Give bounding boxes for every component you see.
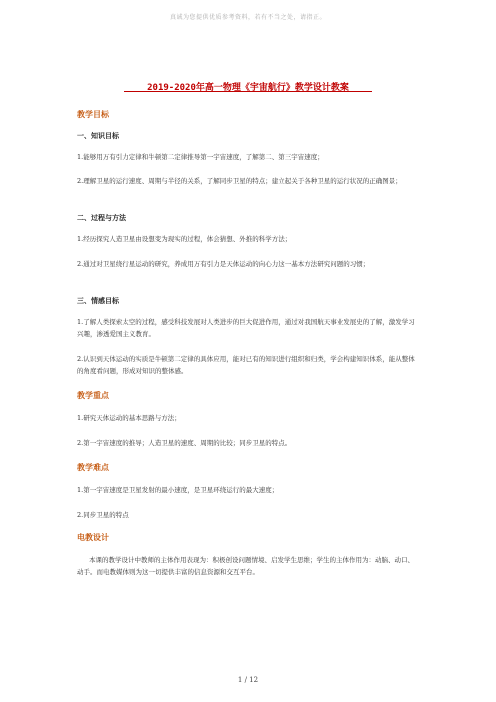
paragraph: 1.第一宇宙速度是卫星发射的最小速度，是卫星环绕运行的最大速度； (77, 486, 279, 494)
title-underline (124, 91, 372, 92)
document-title: 2019-2020年高一物理《宇宙航行》教学设计教案 (147, 83, 349, 93)
paragraph: 2.理解卫星的运行速度、周期与半径的关系，了解同步卫星的特点；建立起关于各种卫星的运行状况的正确图景； (77, 177, 402, 185)
paragraph: 2.认识到天体运动的实质是牛顿第二定律的具体应用，能对已有的知识进行组织和归类，学会构建知识体系，能从整体的角度看问题，形成对知识的整体感。 (77, 355, 415, 375)
paragraph: 本课的教学设计中教师的主体作用表现为：积极创设问题情境、启发学生思维；学生的主体作用为：动脑、动口、动手。而电教媒体则为这一切提供丰富的信息资源和交互平台。 (77, 556, 414, 576)
header-note: 真诚为您提供优质参考资料，若有不当之处，请指正。 (169, 14, 326, 21)
paragraph: 2.通过对卫星绕行星运动的研究，养成用万有引力是天体运动的向心力这一基本方法研究问题的习惯； (77, 260, 370, 268)
paragraph: 1.研究天体运动的基本思路与方法； (77, 414, 181, 422)
paragraph: 1.能够用万有引力定律和牛顿第二定律推导第一宇宙速度，了解第二、第三宇宙速度； (77, 153, 324, 161)
paragraph: 2.同步卫星的特点 (77, 511, 129, 519)
section-heading-media: 电教设计 (77, 533, 109, 542)
subheading-process: 二、过程与方法 (77, 214, 126, 222)
paragraph: 1.经历探究人造卫星由设想变为现实的过程，体会猜想、外推的科学方法； (77, 235, 292, 243)
subheading-knowledge: 一、知识目标 (77, 132, 119, 140)
paragraph: 2.第一宇宙速度的推导；人造卫星的速度、周期的比较；同步卫星的特点。 (77, 439, 292, 447)
paragraph: 1.了解人类探索太空的过程，感受科技发展对人类进步的巨大促进作用，通过对我国航天事业发展史的了解，激发学习兴趣，渗透爱国主义教育。 (77, 318, 415, 338)
section-heading-difficult: 教学难点 (77, 463, 109, 472)
section-heading-goals: 教学目标 (77, 110, 109, 119)
page-number: 1 / 12 (237, 676, 259, 684)
section-heading-key: 教学重点 (77, 391, 109, 400)
subheading-emotion: 三、情感目标 (77, 297, 119, 305)
